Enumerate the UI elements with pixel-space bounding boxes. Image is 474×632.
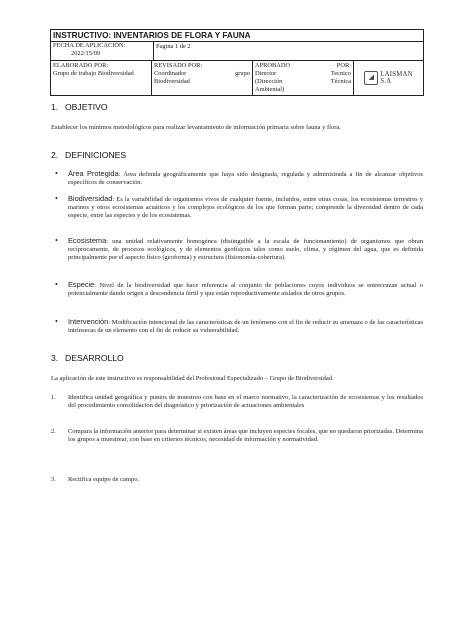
step-item [51, 428, 423, 444]
step-text: Identifica unidad geográfica y puntos de muestreo con base en el marco normativo, la caracterización de ecosistemas y los resultados del procedimiento consolidación del diagnóstico y priorización de actuaciones ambientales [68, 394, 423, 410]
logo-mark-icon: ◢ [364, 71, 378, 85]
bullet-icon: • [55, 169, 58, 178]
step-item [51, 394, 423, 410]
company-logo-cell [354, 61, 423, 95]
bullet-icon: • [55, 317, 58, 326]
document-title: INSTRUCTIVO: INVENTARIOS DE FLORA Y FAUNA [51, 30, 423, 42]
definition-item [55, 281, 423, 298]
bullet-icon: • [55, 194, 58, 203]
section-heading-objetivo [51, 102, 108, 112]
logo-text [380, 71, 412, 85]
definition-item [55, 195, 423, 221]
section-heading-definiciones [51, 150, 126, 160]
desarrollo-text: La aplicación de este instructivo es responsabilidad del Profesional Especializado – Grupo de Biodiversidad. [51, 375, 334, 382]
reviewed-by-value-c: Biodiversidad [154, 78, 190, 85]
definition-term: Intervención [68, 317, 109, 326]
objetivo-text: Establecer los mínimos metodológicos para realizar levantamiento de información primaria sobre fauna y flora. [51, 124, 341, 131]
step-number: 2. [51, 428, 56, 435]
approved-by-value-d: Técnica [330, 78, 351, 85]
definition-item [55, 170, 423, 187]
step-text: Rectifica equipo de campo. [68, 476, 140, 483]
approved-by-value-e: Ambiental) [255, 86, 285, 93]
definition-text: : una unidad relativamente homogénea (distinguible a la escala de funcionamiento) de organismos que obran recíprocamente, de procesos ecológicos, y de elementos geofísicos tales como suelo, clima, y régimen del agua, que es definida principalmente por el aspecto físico (geoforma) y estructura (fisionomía-cobertura). [68, 238, 423, 262]
company-logo [364, 71, 412, 85]
step-number: 1. [51, 394, 56, 401]
approved-by-value-a: Director [255, 70, 277, 77]
definition-text: : Modificación intencional de las características de un fenómeno con el fin de reducir su amenaza o de las características intrínsecas de un elemento con el fin de reducir su vulnerabilidad. [68, 319, 423, 335]
definition-term: Biodiversidad [68, 194, 113, 203]
approved-by-label-a: APROBADO [255, 62, 291, 69]
step-number: 3. [51, 476, 56, 483]
reviewed-by-cell [152, 61, 253, 95]
logo-line-2: S.A [380, 78, 392, 85]
section-title: DEFINICIONES [65, 150, 127, 160]
definition-item [55, 318, 423, 335]
definition-term: Área Protegida [68, 169, 119, 178]
approved-by-value-b: Tecnico [330, 70, 351, 77]
elaborated-by-cell [51, 61, 152, 95]
elaborated-by-label: ELABORADO POR: [53, 62, 109, 69]
reviewed-by-value-b: grupo [235, 70, 250, 77]
elaborated-by-value: Grupo de trabajo Biodiversidad [53, 70, 134, 77]
section-number: 2. [51, 150, 59, 160]
section-heading-desarrollo [51, 353, 124, 363]
section-title: OBJETIVO [65, 102, 108, 112]
step-item [51, 476, 423, 484]
bullet-icon: • [55, 236, 58, 245]
definition-term: Ecosistema [68, 236, 107, 245]
bullet-icon: • [55, 280, 58, 289]
definition-term: Especie [68, 280, 95, 289]
section-number: 3. [51, 353, 59, 363]
page-number: Pagina 1 de 2 [156, 43, 191, 50]
definition-text: : Es la variabilidad de organismos vivos de cualquier fuente, incluidos, entre otras cosas, los ecosistemas terrestres y marinos y otros ecosistemas acuáticos y los complejos ecológicos de los que forman parte; comprende la diversidad dentro de cada especie, entre las especies y de los ecosistemas. [68, 196, 423, 220]
approved-by-cell [253, 61, 354, 95]
section-number: 1. [51, 102, 59, 112]
approved-by-value-c: (Dirección [255, 78, 283, 85]
application-date-cell [51, 42, 154, 60]
application-date-label: FECHA DE APLICACIÓN: [53, 42, 126, 49]
definition-item [55, 237, 423, 263]
section-title: DESARROLLO [65, 353, 124, 363]
reviewed-by-label: REVISADO POR: [154, 62, 203, 69]
logo-line-1: LAISMAN [380, 71, 413, 78]
application-date-value: 2022/15/09 [71, 49, 101, 57]
document-header-table [50, 29, 424, 96]
definition-text: : Área definida geográficamente que haya sido designada, regulada y administrada a fin de alcanzar objetivos específicos de conservación. [68, 171, 423, 187]
step-text: Compara la información anterior para determinar si existen áreas que incluyen especies focales, que no quedaron priorizadas. Determina los grupos a muestrear, con base en criterios técnicos, necesidad de información y normatividad. [68, 428, 424, 444]
definition-text: : Nivel de la biodiversidad que hace referencia al conjunto de poblaciones cuyos individuos se entrecruzan actual o potencialmente dando origen a descendencia fértil y que están reproductivamente aislados de otros grupos. [68, 282, 423, 298]
approved-by-label-b: POR: [336, 62, 351, 69]
reviewed-by-value-a: Coordinador [154, 70, 187, 77]
